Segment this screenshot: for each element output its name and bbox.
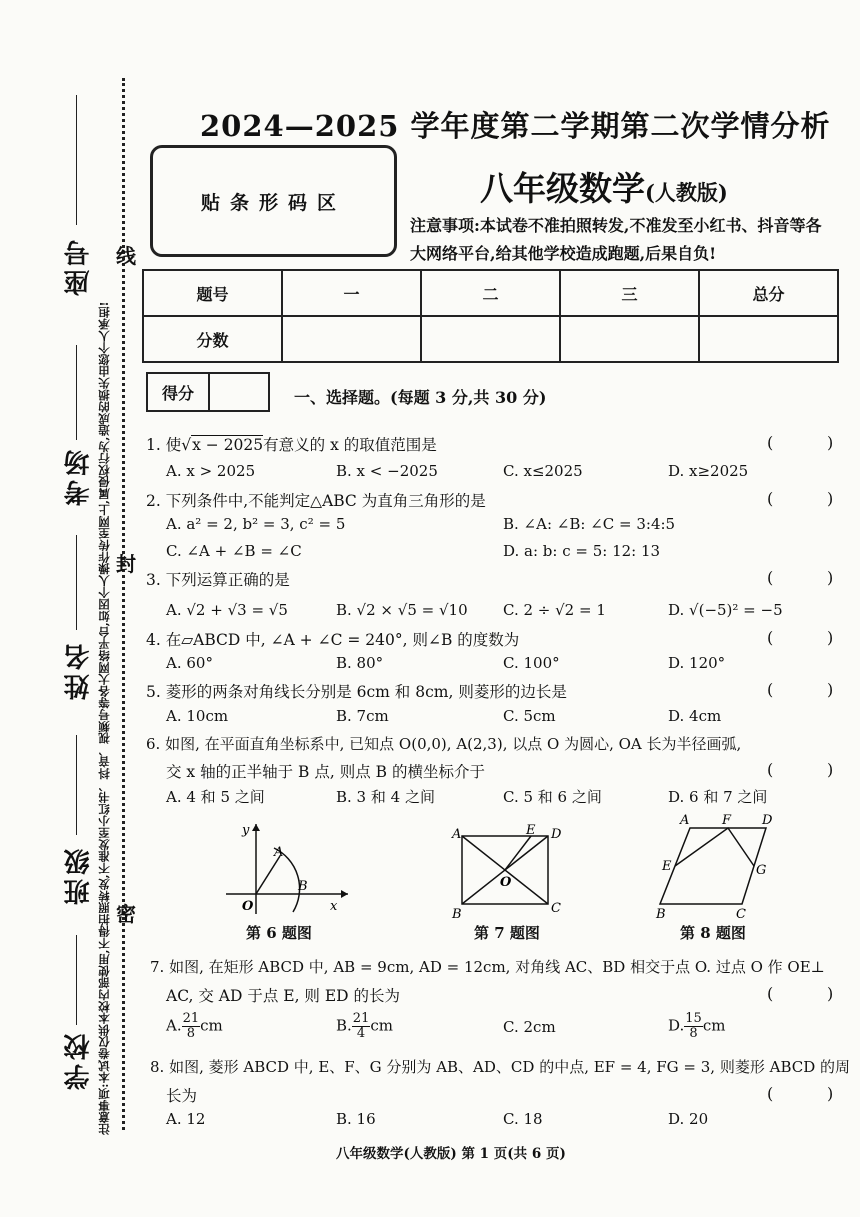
question-5-stem: 5. 菱形的两条对角线长分别是 6cm 和 8cm, 则菱形的边长是: [146, 683, 567, 701]
seal-char-secret: 密: [116, 902, 136, 926]
q3-option-c: C. 2 ÷ √2 = 1: [503, 601, 606, 619]
q7-option-a: [166, 1012, 223, 1041]
fig6-label-b: B: [298, 879, 308, 894]
school-line: [76, 935, 77, 1025]
seat-number-label: 座号: [64, 236, 94, 296]
score-table-cell: 二: [421, 270, 560, 316]
q7-option-a-denominator: 8: [186, 1026, 196, 1041]
score-table-cell: [282, 316, 421, 362]
q6-option-d: D. 6 和 7 之间: [668, 788, 768, 806]
score-table-score-row: [143, 316, 838, 362]
q8-option-a: A. 12: [166, 1110, 206, 1128]
name-line: [76, 535, 77, 630]
section-score-box: [146, 372, 270, 412]
q7-option-b-fraction: [352, 1012, 371, 1041]
score-table: [142, 269, 839, 363]
q7-option-c: [503, 1018, 556, 1036]
q1-option-c: C. x≤2025: [503, 462, 583, 480]
subject-name: 八年级数学: [480, 169, 645, 208]
fig6-label-o: O: [242, 899, 254, 914]
answer-paren-left: (: [767, 984, 774, 1003]
q2-option-c: C. ∠A + ∠B = ∠C: [166, 542, 302, 560]
school-label: 学校: [64, 1030, 94, 1090]
score-table-cell: 一: [282, 270, 421, 316]
figure-8: [650, 812, 780, 920]
q1-option-a: A. x > 2025: [166, 462, 256, 480]
fig7-label-o: O: [500, 875, 512, 890]
question-7-stem-line1: 7. 如图, 在矩形 ABCD 中, AB = 9cm, AD = 12cm, 对角线 AC、BD 相交于点 O. 过点 O 作 OE⊥: [150, 958, 825, 976]
q1-stem-prefix: 1. 使: [146, 436, 182, 454]
seal-char-line: 线: [116, 244, 136, 268]
name-label: 姓名: [64, 640, 94, 700]
question-6-stem-line1: 6. 如图, 在平面直角坐标系中, 已知点 O(0,0), A(2,3), 以点 O 为圆心, OA 长为半径画弧,: [146, 735, 742, 753]
answer-paren-right: ): [827, 680, 834, 699]
answer-paren-right: ): [827, 984, 834, 1003]
q7-option-b-unit: cm: [370, 1016, 393, 1035]
question-4-stem: 4. 在▱ABCD 中, ∠A + ∠C = 240°, 则∠B 的度数为: [146, 631, 520, 649]
fig7-label-e: E: [526, 823, 536, 838]
section-score-label: 得分: [148, 374, 210, 410]
q1-radicand: x − 2025: [192, 436, 264, 454]
q7-option-d: [668, 1012, 725, 1041]
answer-paren-left: (: [767, 489, 774, 508]
fig8-label-b: B: [656, 907, 666, 920]
barcode-area: [150, 145, 397, 257]
fig8-label-a: A: [680, 813, 690, 828]
score-table-cell: [699, 316, 838, 362]
seal-char-seal: 封: [116, 552, 136, 576]
score-table-cell: [421, 316, 560, 362]
q2-option-d: D. a: b: c = 5: 12: 13: [503, 542, 661, 560]
binding-notice: 注意事项:本试卷仅供本校内部使用,不得拍照转发,不准发至小红书、抖音、视频号等各大网络平台,如因个人操作传至网上,属侵权行为,造成的损失由您个人承担!: [97, 301, 111, 1135]
fig8-label-d: D: [762, 813, 773, 828]
q3-option-a: A. √2 + √3 = √5: [166, 601, 288, 619]
score-table-cell: 题号: [143, 270, 282, 316]
figure-6-caption: 第 6 题图: [246, 924, 312, 942]
seat-number-line: [76, 95, 77, 225]
fig8-label-f: F: [722, 813, 732, 828]
q7-option-b-numerator: 21: [352, 1011, 370, 1026]
fig7-label-d: D: [551, 827, 562, 842]
q7-option-c-value: 2cm: [523, 1018, 556, 1036]
fig8-label-e: E: [662, 859, 672, 874]
answer-paren-right: ): [827, 628, 834, 647]
barcode-area-label: 贴条形码区: [200, 191, 346, 214]
attention-notice: 注意事项:本试卷不准拍照转发,不准发至小红书、抖音等各大网络平台,给其他学校造成跑题,后果自负!: [410, 216, 822, 263]
q6-option-a: A. 4 和 5 之间: [166, 788, 265, 806]
answer-paren-right: ): [827, 433, 834, 452]
q2-option-b: B. ∠A: ∠B: ∠C = 3:4:5: [503, 515, 676, 533]
fig8-label-g: G: [756, 863, 767, 878]
answer-paren-left: (: [767, 628, 774, 647]
fig7-label-a: A: [452, 827, 462, 842]
q1-sqrt-sign: √: [181, 436, 192, 454]
class-label: 班级: [64, 845, 94, 905]
score-table-cell: [560, 316, 699, 362]
q1-option-b: B. x < −2025: [336, 462, 438, 480]
fig7-label-b: B: [452, 907, 462, 922]
edition: (人教版): [645, 180, 728, 205]
q1-stem-suffix: 有意义的 x 的取值范围是: [263, 436, 437, 454]
q7-option-c-letter: C.: [503, 1018, 519, 1036]
figure-7: [450, 822, 570, 922]
question-3-stem: 3. 下列运算正确的是: [146, 571, 290, 589]
fig6-segment-oa: [256, 856, 280, 894]
q7-option-d-letter: D.: [668, 1016, 685, 1035]
q4-option-c: C. 100°: [503, 654, 560, 672]
score-table-cell: 分数: [143, 316, 282, 362]
exam-title: 2024—2025 学年度第二学期第二次学情分析: [200, 109, 831, 143]
question-1-stem: [146, 433, 437, 455]
q8-option-c: C. 18: [503, 1110, 543, 1128]
fig6-x-arrow: [341, 890, 348, 898]
question-7-stem-line2: AC, 交 AD 于点 E, 则 ED 的长为: [166, 987, 401, 1005]
exam-room-line: [76, 345, 77, 440]
q6-option-c: C. 5 和 6 之间: [503, 788, 602, 806]
score-table-cell: 总分: [699, 270, 838, 316]
fig6-y-arrow: [252, 824, 260, 831]
q7-option-b: [336, 1012, 393, 1041]
answer-paren-right: ): [827, 489, 834, 508]
fig8-segments-ef-fg: [675, 828, 754, 866]
fig6-label-y: y: [242, 823, 250, 838]
fig6-label-a: A: [274, 845, 284, 860]
q7-option-d-unit: cm: [702, 1016, 726, 1035]
question-2-stem: 2. 下列条件中,不能判定△ABC 为直角三角形的是: [146, 492, 486, 510]
q7-option-b-denominator: 4: [356, 1026, 366, 1041]
q5-option-b: B. 7cm: [336, 707, 389, 725]
answer-paren-left: (: [767, 433, 774, 452]
q8-option-d: D. 20: [668, 1110, 709, 1128]
figure-7-caption: 第 7 题图: [474, 924, 540, 942]
q7-option-d-numerator: 15: [685, 1011, 702, 1026]
figure-6: [222, 818, 352, 918]
q7-option-d-denominator: 8: [689, 1026, 698, 1041]
figure-8-caption: 第 8 题图: [680, 924, 746, 942]
exam-room-label: 考场: [64, 446, 94, 506]
page-footer: 八年级数学(人教版) 第 1 页(共 6 页): [336, 1146, 566, 1162]
q4-option-b: B. 80°: [336, 654, 384, 672]
subject-title: [480, 163, 728, 210]
section-title: 一、选择题。(每题 3 分,共 30 分): [294, 388, 547, 407]
q7-option-a-letter: A.: [166, 1016, 182, 1035]
q7-option-a-unit: cm: [200, 1016, 223, 1035]
q5-option-a: A. 10cm: [166, 707, 229, 725]
q1-option-d: D. x≥2025: [668, 462, 749, 480]
answer-paren-right: ): [827, 568, 834, 587]
q4-option-d: D. 120°: [668, 654, 726, 672]
q7-option-a-fraction: [182, 1012, 201, 1041]
question-8-stem-line1: 8. 如图, 菱形 ABCD 中, E、F、G 分别为 AB、AD、CD 的中点, EF = 4, FG = 3, 则菱形 ABCD 的周: [150, 1058, 851, 1076]
question-8-stem-line2: 长为: [166, 1087, 198, 1105]
answer-paren-right: ): [827, 1084, 834, 1103]
q3-option-b: B. √2 × √5 = √10: [336, 601, 468, 619]
q2-option-a: A. a² = 2, b² = 3, c² = 5: [166, 515, 346, 533]
fig6-label-x: x: [330, 899, 338, 914]
q3-option-d: D. √(−5)² = −5: [668, 601, 783, 619]
q4-option-a: A. 60°: [166, 654, 213, 672]
q6-option-b: B. 3 和 4 之间: [336, 788, 435, 806]
answer-paren-left: (: [767, 568, 774, 587]
class-line: [76, 735, 77, 835]
fig7-label-c: C: [551, 901, 561, 916]
answer-paren-left: (: [767, 1084, 774, 1103]
fig8-label-c: C: [736, 907, 746, 920]
q7-option-d-fraction: [684, 1012, 703, 1041]
score-table-header-row: [143, 270, 838, 316]
score-table-cell: 三: [560, 270, 699, 316]
q7-option-b-letter: B.: [336, 1016, 352, 1035]
q5-option-c: C. 5cm: [503, 707, 556, 725]
q5-option-d: D. 4cm: [668, 707, 722, 725]
q7-option-a-numerator: 21: [182, 1011, 200, 1026]
binding-dotted-line: [122, 78, 125, 1130]
q8-option-b: B. 16: [336, 1110, 376, 1128]
answer-paren-left: (: [767, 760, 774, 779]
answer-paren-right: ): [827, 760, 834, 779]
question-6-stem-line2: 交 x 轴的正半轴于 B 点, 则点 B 的横坐标介于: [166, 763, 485, 781]
answer-paren-left: (: [767, 680, 774, 699]
